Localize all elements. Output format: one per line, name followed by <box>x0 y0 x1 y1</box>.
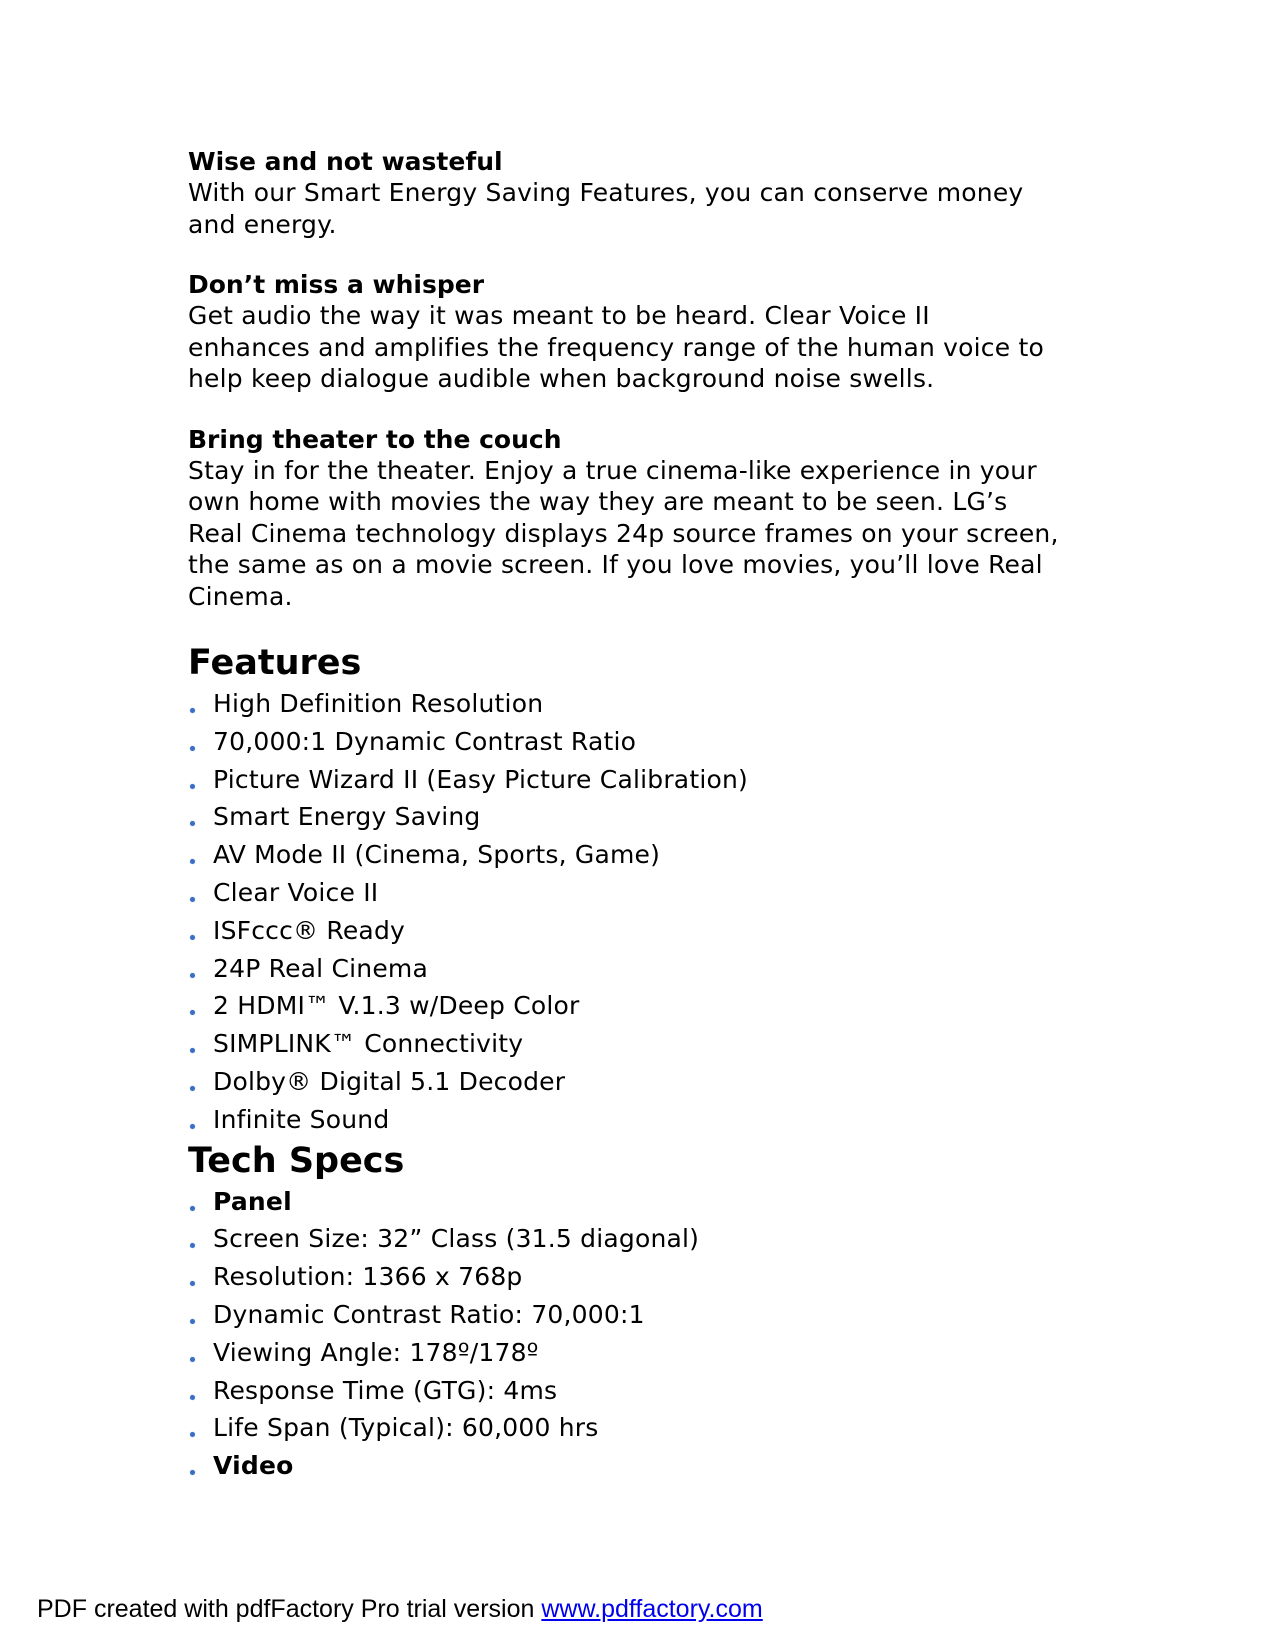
list-item: Response Time (GTG): 4ms <box>188 1372 1088 1410</box>
list-item: 70,000:1 Dynamic Contrast Ratio <box>188 723 1088 761</box>
document-body <box>188 146 1088 1485</box>
text-line: the same as on a movie screen. If you love movies, you’ll love Real <box>188 550 1043 579</box>
text-line: Cinema. <box>188 581 293 611</box>
features-heading: Features <box>188 643 362 683</box>
bullet-icon <box>190 1124 195 1129</box>
list-item: Dynamic Contrast Ratio: 70,000:1 <box>188 1296 1088 1334</box>
list-item-subheading: Video <box>188 1447 1088 1485</box>
text-line: help keep dialogue audible when background noise swells. <box>188 364 935 393</box>
bullet-icon <box>190 1432 195 1437</box>
bullet-icon <box>190 1086 195 1091</box>
list-item: Resolution: 1366 x 768p <box>188 1258 1088 1296</box>
bullet-icon <box>190 1395 195 1400</box>
section-text <box>188 177 1088 240</box>
tech-specs-heading: Tech Specs <box>188 1140 405 1181</box>
pdffactory-link[interactable]: www.pdffactory.com <box>541 1595 763 1623</box>
section-theater <box>188 424 1088 613</box>
section-title: Wise and not wasteful <box>188 147 503 176</box>
list-item-subheading: Panel <box>188 1183 1088 1221</box>
list-item: Infinite Sound <box>188 1101 1088 1139</box>
bullet-icon <box>190 746 195 751</box>
list-item: Dolby® Digital 5.1 Decoder <box>188 1063 1088 1101</box>
text-line: and energy. <box>188 209 337 239</box>
list-item: 24P Real Cinema <box>188 950 1088 988</box>
bullet-icon <box>190 821 195 826</box>
list-item: Clear Voice II <box>188 874 1088 912</box>
text-line: Get audio the way it was meant to be heard. Clear Voice II <box>188 301 930 330</box>
list-item: SIMPLINK™ Connectivity <box>188 1025 1088 1063</box>
text-line: Stay in for the theater. Enjoy a true cinema-like experience in your <box>188 455 1037 485</box>
bullet-icon <box>190 1470 195 1475</box>
bullet-icon <box>190 1206 195 1211</box>
bullet-icon <box>190 1357 195 1362</box>
list-item: High Definition Resolution <box>188 685 1088 723</box>
list-item: AV Mode II (Cinema, Sports, Game) <box>188 836 1088 874</box>
list-item: Screen Size: 32” Class (31.5 diagonal) <box>188 1220 1088 1258</box>
bullet-icon <box>190 784 195 789</box>
bullet-icon <box>190 708 195 713</box>
bullet-icon <box>190 1048 195 1053</box>
bullet-icon <box>190 1243 195 1248</box>
text-line: Real Cinema technology displays 24p source frames on your screen, <box>188 518 1059 548</box>
list-item: Smart Energy Saving <box>188 798 1088 836</box>
section-text <box>188 455 1088 613</box>
list-item: 2 HDMI™ V.1.3 w/Deep Color <box>188 987 1088 1025</box>
bullet-icon <box>190 859 195 864</box>
list-item: Viewing Angle: 178º/178º <box>188 1334 1088 1372</box>
section-text <box>188 300 1088 395</box>
features-list <box>188 685 1088 1139</box>
bullet-icon <box>190 935 195 940</box>
list-item: ISFccc® Ready <box>188 912 1088 950</box>
pdf-footer <box>37 1594 763 1624</box>
bullet-icon <box>190 1319 195 1324</box>
section-title: Don’t miss a whisper <box>188 270 485 299</box>
section-energy <box>188 146 1088 240</box>
footer-text: PDF created with pdfFactory Pro trial version <box>37 1595 542 1623</box>
section-audio <box>188 269 1088 395</box>
text-line: enhances and amplifies the frequency range of the human voice to <box>188 332 1044 362</box>
text-line: own home with movies the way they are meant to be seen. LG’s <box>188 487 1008 516</box>
tech-specs-list <box>188 1183 1088 1485</box>
bullet-icon <box>190 897 195 902</box>
list-item: Picture Wizard II (Easy Picture Calibration) <box>188 761 1088 799</box>
list-item: Life Span (Typical): 60,000 hrs <box>188 1409 1088 1447</box>
bullet-icon <box>190 1281 195 1286</box>
bullet-icon <box>190 1010 195 1015</box>
section-title: Bring theater to the couch <box>188 424 562 454</box>
text-line: With our Smart Energy Saving Features, you can conserve money <box>188 178 1024 207</box>
bullet-icon <box>190 973 195 978</box>
